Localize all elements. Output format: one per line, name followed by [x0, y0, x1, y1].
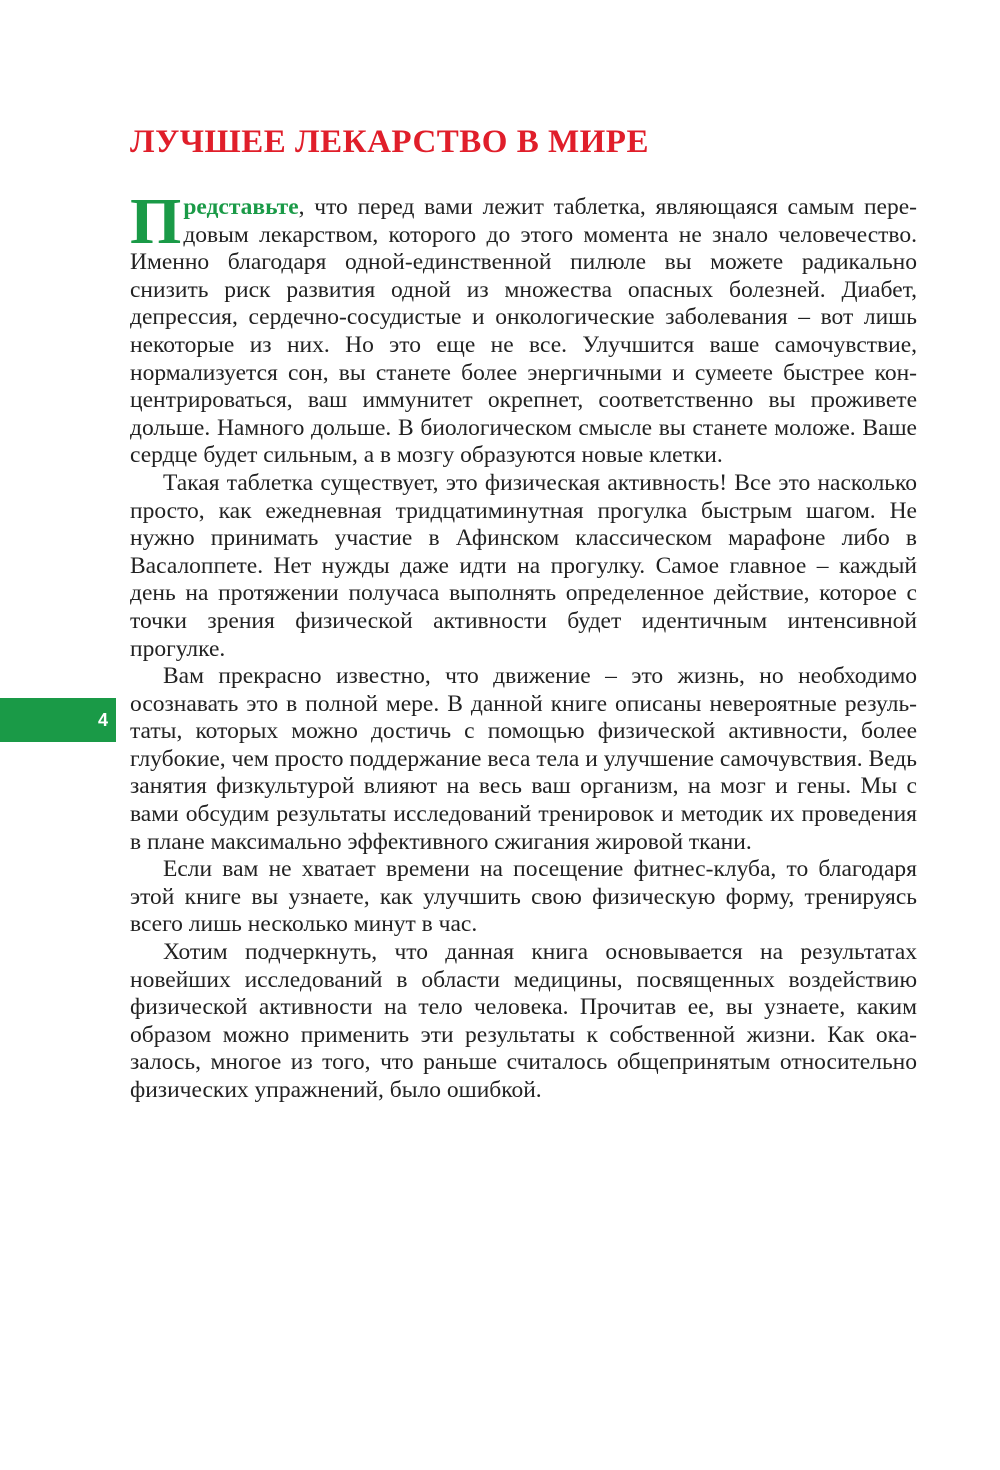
paragraph-2: Такая таблетка существует, это физическая активность! Все это насколько просто, как ежедневная тридцатиминутная прогулка быстрым шагом. Не нужно принимать участие в Афинском классическом марафоне либо в Васалоппете. Нет нужды даже идти на прогулку. Самое главное – каждый день на протяжении получаса выполнять определенное действие, которое с точки зрения физической активности будет идентичным интенсивной прогулке.: [130, 469, 917, 662]
page-number-tab: [0, 698, 116, 742]
chapter-title: ЛУЧШЕЕ ЛЕКАРСТВО В МИРЕ: [130, 124, 649, 160]
page-number: 4: [97, 709, 108, 730]
chapter-body: [130, 185, 917, 1105]
drop-cap: П: [130, 185, 182, 258]
paragraph-3: Вам прекрасно известно, что движение – это жизнь, но необходимо осознавать это в полной мере. В данной книге описаны невероятные результаты, которых можно достичь с помощью физической активности, более глубокие, чем просто поддержание веса тела и улучшение самочувствия. Ведь занятия физкультурой влияют на весь ваш организм, на мозг и гены. Мы с вами обсудим результаты исследований тренировок и методик их проведения в плане максимально эффективного сжигания жировой ткани.: [130, 663, 917, 855]
lead-word: редставьте: [183, 194, 299, 220]
intro-text: , что перед вами лежит таблетка, являющаяся самым передовым лекарством, которого до этого момента не знало человечество. Именно благодаря одной-единственной пилюле вы можете радикально снизить риск развития одной из множества опасных болезней. Диабет, депрессия, сердечно-сосудистые и онкологические заболевания – вот лишь некоторые из них. Но это еще не все. Улучшится ваше самочувствие, нормализуется сон, вы станете более энергичными и сумеете быстрее концентрироваться, ваш иммунитет окрепнет, соответственно вы проживете дольше. Намного дольше. В биологическом смысле вы станете моложе. Ваше сердце будет сильным, а в мозгу образуются новые клетки.: [130, 194, 917, 469]
intro-paragraph: [130, 185, 917, 470]
paragraph-4: Если вам не хватает времени на посещение фитнес-клуба, то благодаря этой книге вы узнаете, как улучшить свою физическую форму, тренируясь всего лишь несколько минут в час.: [130, 856, 917, 938]
paragraph-5: Хотим подчеркнуть, что данная книга основывается на результатах новейших исследований в области медицины, посвященных воздействию физической активности на тело человека. Прочитав ее, вы узнаете, каким образом можно применить эти результаты к собственной жизни. Как оказалось, многое из того, что раньше считалось общепринятым относительно физических упражнений, было ошибкой.: [130, 939, 917, 1103]
